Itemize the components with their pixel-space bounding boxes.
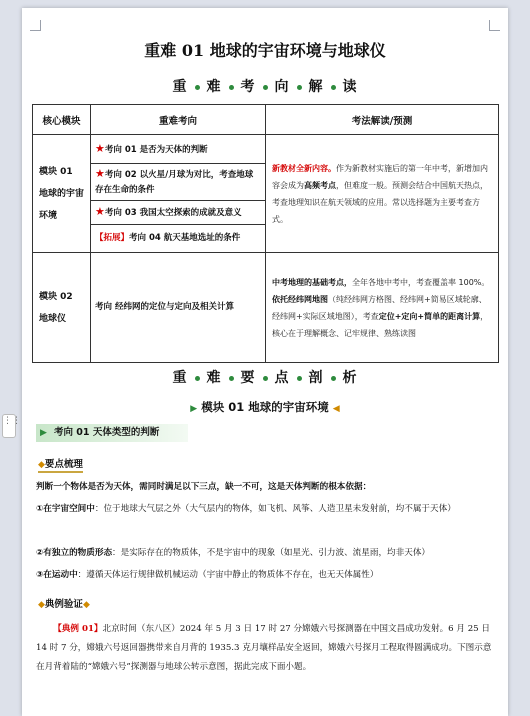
module-cell: 模块 02 地球仪 xyxy=(33,253,91,363)
diamond-icon: ◆ xyxy=(38,460,45,470)
rule-item: ①在宇宙空间中：位于地球大气层之外（大气层内的物体，如飞机、风筝、人造卫星未发射前，均不属于天体） xyxy=(36,504,456,514)
direction-item: 【拓展】考向 04 航天基地选址的条件 xyxy=(91,225,266,253)
direction-item: ★考向 02 以火星/月球为对比，考查地球存在生命的条件 xyxy=(91,164,266,201)
crop-mark xyxy=(489,20,500,31)
module-heading: ▶ 模块 01 地球的宇宙环境 ◀ xyxy=(190,400,340,414)
crop-mark xyxy=(30,20,41,31)
key-points-heading: ◆要点梳理 xyxy=(38,456,83,473)
diamond-icon: ◆ xyxy=(82,600,90,610)
module-cell: 模块 01 地球的宇宙环境 xyxy=(33,135,91,253)
typical-example-heading: ◆典例验证◆ xyxy=(38,599,90,610)
core-module-table xyxy=(32,104,499,363)
rule-item: ③在运动中：遵循天体运行规律做机械运动（宇宙中静止的物质体不存在，也无天体属性） xyxy=(36,570,379,580)
star-icon: ★ xyxy=(95,167,105,180)
direction-item: ★考向 03 我国太空探索的成就及意义 xyxy=(91,201,266,225)
star-icon: ★ xyxy=(95,205,105,218)
direction-item: ★考向 01 是否为天体的判断 xyxy=(91,135,266,164)
analysis-cell: 新教材全新内容。作为新教材实施后的第一年中考，新增加内容会成为高频考点，但难度一般。预测会结合中国航天热点，考查地理知识在航天领域的应用。常以选择题为主要考查方式。 xyxy=(266,135,499,253)
rule-item: ②有独立的物质形态：是实际存在的物质体，不是宇宙中的现象（如星光、引力波、流星雨，均非天体） xyxy=(36,548,431,558)
analysis-cell: 中考地理的基础考点，全年各地中考中，考查覆盖率 100%。依托经纬网地图（纯经纬网方格图、经纬网+简易区域轮廓、经纬网+实际区域地图），考查定位+定向+简单的距离计算，核心在于理解概念、记牢规律、熟练读图 xyxy=(266,253,499,363)
triangle-right-icon: ▶ xyxy=(190,404,198,414)
table-header: 重难考向 xyxy=(91,105,266,135)
direction-item: 考向 经纬网的定位与定向及相关计算 xyxy=(91,253,266,363)
star-icon: ★ xyxy=(95,141,105,155)
example-paragraph: 【典例 01】北京时间（东八区）2024 年 5 月 3 日 17 时 27 分嫦娥六号探测器在中国文昌成功发射。6 月 25 日 14 时 7 分，嫦娥六号返回器携带来自月背的 1935.3 克月壤样品安全返回，嫦娥六号探月工程取得圆满成功。下图示意在月背着陆的“嫦娥六号”探测器与地球公转示意图，据此完成下面小题。 xyxy=(36,624,492,672)
triangle-left-icon: ◀ xyxy=(332,404,340,414)
diamond-icon: ◆ xyxy=(38,600,45,610)
arrow-right-icon: ▶ xyxy=(40,428,47,438)
section-banner-analysis: 重 难 要 点 剖 析 xyxy=(172,370,358,386)
document-page xyxy=(22,8,508,716)
direction-bar: ▶ 考向 01 天体类型的判断 xyxy=(36,424,188,442)
rule-intro: 判断一个物体是否为天体，需同时满足以下三点，缺一不可，这是天体判断的根本依据： xyxy=(36,482,372,492)
table-header: 核心模块 xyxy=(33,105,91,135)
table-header: 考法解读/预测 xyxy=(266,105,499,135)
page-title: 重难 01 地球的宇宙环境与地球仪 xyxy=(144,41,386,60)
section-banner-reading: 重 难 考 向 解 读 xyxy=(172,79,358,95)
drag-handle-icon[interactable]: ⋮⋮ xyxy=(2,414,16,438)
